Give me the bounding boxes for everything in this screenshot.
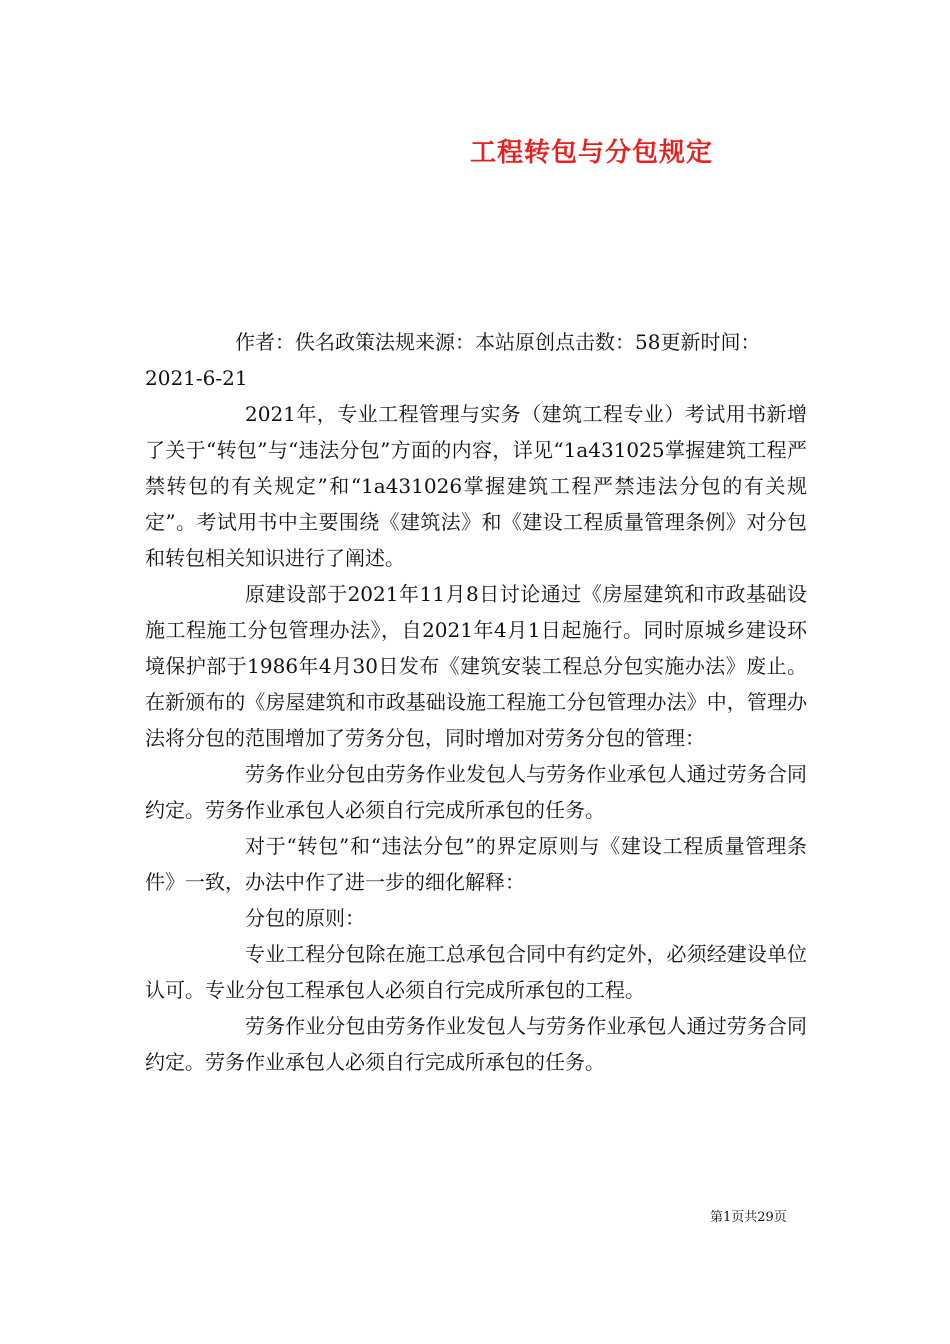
paragraph-principles-heading: 分包的原则： [245,906,365,930]
paragraph-labor-subcontract: 劳务作业分包由劳务作业发包人与劳务作业承包人通过劳务合同约定。劳务作业承包人必须自行完成所承包的任务。 [145,762,807,822]
paragraph-regulation-history: 原建设部于2021年11月8日讨论通过《房屋建筑和市政基础设施工程施工分包管理办法》，自2021年4月1日起施行。同时原城乡建设环境保护部于1986年4月30日发布《建筑安装工程总分包实施办法》废止。在新颁布的《房屋建筑和市政基础设施工程施工分包管理办法》中，管理办法将分包的范围增加了劳务分包，同时增加对劳务分包的管理： [145,582,807,750]
document-body [145,324,807,1080]
document-title: 工程转包与分包规定 [470,138,714,168]
paragraph-professional-subcontract: 专业工程分包除在施工总承包合同中有约定外，必须经建设单位认可。专业分包工程承包人必须自行完成所承包的工程。 [145,942,807,1002]
paragraph-definition: 对于“转包”和“违法分包”的界定原则与《建设工程质量管理条件》一致，办法中作了进一步的细化解释： [145,834,807,894]
paragraph-intro: 2021年，专业工程管理与实务（建筑工程专业）考试用书新增了关于“转包”与“违法分包”方面的内容，详见“1a431025掌握建筑工程严禁转包的有关规定”和“1a431026掌握建筑工程严禁违法分包的有关规定”。考试用书中主要围绕《建筑法》和《建设工程质量管理条例》对分包和转包相关知识进行了阐述。 [145,402,807,570]
page-number-footer: 第1页共29页 [710,1210,787,1225]
article-meta: 作者：佚名政策法规来源：本站原创点击数：58更新时间：2021-6-21 [145,330,761,390]
paragraph-labor-subcontract-repeat: 劳务作业分包由劳务作业发包人与劳务作业承包人通过劳务合同约定。劳务作业承包人必须自行完成所承包的任务。 [145,1014,807,1074]
